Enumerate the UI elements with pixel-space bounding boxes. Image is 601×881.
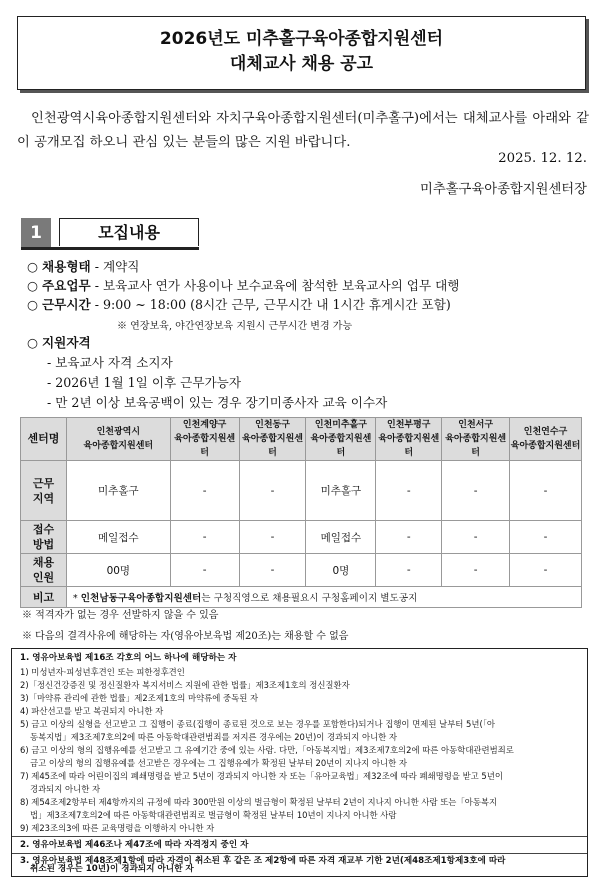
row-head: 접수 방법 (21, 521, 67, 554)
center-header: 인천연수구 육아종합지원센터 (510, 418, 582, 461)
dq-line: 2)「정신건강증진 및 정신질환자 복지서비스 지원에 관한 법률」제3조제1호의 정신질환자 (20, 680, 350, 690)
table-cell: 0명 (306, 554, 376, 587)
item-duties-value: - 보육교사 연가 사용이나 보수교육에 참석한 보육교사의 업무 대행 (90, 278, 460, 293)
remark-head: 비고 (21, 587, 67, 608)
dq-separator (12, 836, 587, 837)
intro-paragraph: 인천광역시육아종합지원센터와 자치구육아종합지원센터(미추홀구)에서는 대체교사를 아래와 같이 공개모집 하오니 관심 있는 분들의 많은 지원 바랍니다. (17, 111, 589, 150)
qual-item: - 만 2년 이상 보육공백이 있는 경우 장기미종사자 교육 이수자 (47, 395, 388, 410)
section-number: 1 (21, 218, 51, 248)
dq-line: 동복지법」제3조제7호의2에 따른 아동학대관련범죄를 저지른 경우에는 20년)이 경과되지 아니한 자 (30, 732, 398, 742)
table-cell: 메일접수 (306, 521, 376, 554)
item-duties-label: 주요업무 (42, 278, 91, 293)
remark-cell: * 인천남동구육아종합지원센터는 구청직영으로 채용필요시 구청홈페이지 별도공지 (66, 587, 581, 608)
table-cell: - (239, 461, 306, 521)
table-cell: 00명 (66, 554, 170, 587)
table-cell: - (170, 521, 239, 554)
item-employment-label: 채용형태 (42, 259, 91, 274)
table-cell: 미추홀구 (306, 461, 376, 521)
dq-line: 7) 제45조에 따라 어린이집의 폐쇄명령을 받고 5년이 경과되지 아니한 자 또는「유아교육법」제32조에 따라 폐쇄명령을 받고 5년이 (20, 771, 503, 781)
dq-heading-3-cont: 취소된 경우는 10년)이 경과되지 아니한 자 (30, 864, 194, 874)
section-underline (21, 247, 199, 250)
table-cell: 메일접수 (66, 521, 170, 554)
item-hours-value: - 9:00 ~ 18:00 (8시간 근무, 근무시간 내 1시간 휴게시간 포함) (90, 297, 451, 312)
table-cell: - (510, 554, 582, 587)
remark-row (21, 587, 582, 608)
dq-heading-3: 3. 영유아보육법 제48조제1항에 따라 자격이 취소된 후 같은 조 제2항에 따른 자격 재교부 기한 2년(제48조제1항제3호에 따라 (20, 856, 506, 866)
table-row (21, 554, 582, 587)
table-row (21, 461, 582, 521)
disqualification-box (11, 648, 588, 877)
table-cell: - (170, 554, 239, 587)
item-qualification: ○ 지원자격 (27, 335, 91, 350)
table-cell: - (376, 554, 442, 587)
announcement-date: 2025. 12. 12. (498, 151, 587, 166)
table-cell: - (170, 461, 239, 521)
recruitment-table (20, 417, 582, 608)
dq-line: 8) 제54조제2항부터 제4항까지의 규정에 따라 300만원 이상의 벌금형이 확정된 날부터 2년이 지나지 아니한 사람 또는「아동복지 (20, 797, 498, 807)
hours-note: ※ 연장보육, 야간연장보육 지원시 근무시간 변경 가능 (117, 321, 353, 332)
note-line: ※ 다음의 결격사유에 해당하는 자(영유아보육법 제20조)는 채용할 수 없음 (22, 631, 349, 642)
center-header: 인천서구 육아종합지원센터 (442, 418, 510, 461)
center-header: 인천계양구 육아종합지원센터 (170, 418, 239, 461)
dq-line: 경과되지 아니한 자 (30, 784, 101, 794)
note-line: ※ 적격자가 없는 경우 선발하지 않을 수 있음 (22, 610, 219, 621)
center-header: 인천미추홀구 육아종합지원센터 (306, 418, 376, 461)
table-cell: - (442, 554, 510, 587)
item-hours: ○ 근무시간 - 9:00 ~ 18:00 (8시간 근무, 근무시간 내 1시간 휴게시간 포함) (27, 297, 451, 312)
dq-line: 법」제3조제7호의2에 따른 아동학대관련범죄로 벌금형이 확정된 날부터 10년이 지나지 아니한 사람 (30, 810, 397, 820)
table-cell: - (376, 461, 442, 521)
table-cell: - (510, 461, 582, 521)
table-header-row (21, 418, 582, 461)
center-header: 인천부평구 육아종합지원센터 (376, 418, 442, 461)
dq-separator (12, 853, 587, 854)
title-line-2: 대체교사 채용 공고 (229, 54, 374, 74)
table-cell: - (239, 554, 306, 587)
dq-line: 5) 금고 이상의 실형을 선고받고 그 집행이 종료(집행이 종료된 것으로 보는 경우를 포함한다)되거나 집행이 면제된 날부터 5년(「아 (20, 719, 496, 729)
dq-line: 금고 이상의 형의 집행유예를 선고받은 경우에는 그 집행유예가 확정된 날부터 20년이 지나지 아니한 자 (30, 758, 407, 768)
section-title: 모집내용 (59, 218, 199, 246)
table-cell: - (442, 521, 510, 554)
dq-line: 4) 파산선고를 받고 복권되지 아니한 자 (20, 706, 164, 716)
dq-line: 1) 미성년자·피성년후견인 또는 피한정후견인 (20, 667, 185, 677)
item-qualification-label: 지원자격 (42, 335, 91, 350)
item-hours-label: 근무시간 (42, 297, 91, 312)
dq-heading-1: 1. 영유아보육법 제16조 각호의 어느 하나에 해당하는 자 (20, 653, 237, 663)
center-header: 인천동구 육아종합지원센터 (239, 418, 306, 461)
title-box (17, 16, 586, 90)
table-cell: - (376, 521, 442, 554)
dq-line: 9) 제23조의3에 따른 교육명령을 이행하지 아니한 자 (20, 823, 215, 833)
dq-line: 6) 금고 이상의 형의 집행유예를 선고받고 그 유예기간 중에 있는 사람. 다만,「아동복지법」제3조제7호의2에 따른 아동학대관련범죄로 (20, 745, 514, 755)
table-cell: - (510, 521, 582, 554)
row-head: 채용 인원 (21, 554, 67, 587)
qual-item: - 보육교사 자격 소지자 (47, 355, 173, 370)
center-header: 인천광역시 육아종합지원센터 (66, 418, 170, 461)
dq-heading-2: 2. 영유아보육법 제46조나 제47조에 따라 자격정지 중인 자 (20, 840, 249, 850)
table-cell: - (239, 521, 306, 554)
qual-item: - 2026년 1월 1일 이후 근무가능자 (47, 375, 242, 390)
table-cell: 미추홀구 (66, 461, 170, 521)
table-row (21, 521, 582, 554)
title-line-1: 2026년도 미추홀구육아종합지원센터 (159, 29, 444, 49)
table-cell: - (442, 461, 510, 521)
item-employment: ○ 채용형태 - 계약직 (27, 259, 140, 274)
table-corner: 센터명 (21, 418, 67, 461)
item-employment-value: - 계약직 (90, 259, 140, 274)
item-duties: ○ 주요업무 - 보육교사 연가 사용이나 보수교육에 참석한 보육교사의 업무 대행 (27, 278, 460, 293)
signer: 미추홀구육아종합지원센터장 (420, 182, 587, 197)
dq-line: 3)「마약류 관리에 관한 법률」제2조제1호의 마약류에 중독된 자 (20, 693, 259, 703)
row-head: 근무 지역 (21, 461, 67, 521)
